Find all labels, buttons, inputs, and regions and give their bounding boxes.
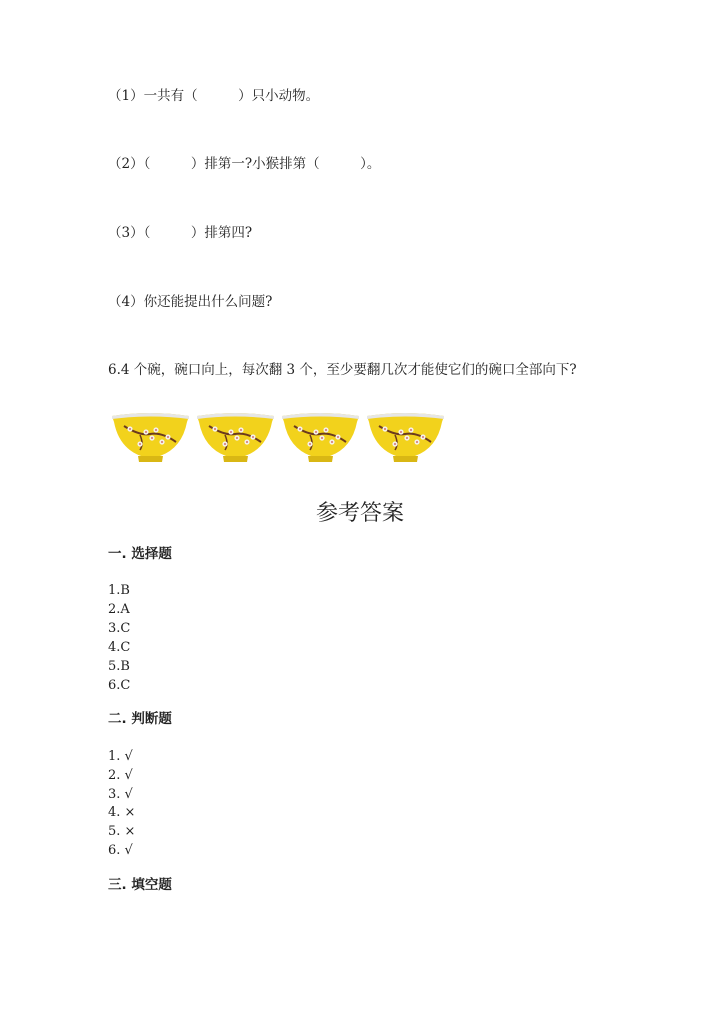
answer-item: 3. √	[108, 787, 133, 802]
question-1: （1）一共有（ ）只小动物。	[108, 88, 320, 104]
answer-item: 3.C	[108, 621, 131, 636]
answer-item: 6.C	[108, 678, 131, 693]
question-3: （3）（ ）排第四?	[108, 225, 253, 241]
bowl-image	[110, 408, 191, 464]
answer-item: 4.C	[108, 640, 131, 655]
bowl-image	[280, 408, 361, 464]
answer-item: 6. √	[108, 843, 133, 858]
answer-item: 5.B	[108, 659, 130, 674]
answer-item: 1. √	[108, 749, 133, 764]
answer-item: 2. √	[108, 768, 133, 783]
bowl-image	[365, 408, 446, 464]
section-heading-choice: 一. 选择题	[108, 546, 172, 562]
question-6: 6.4 个碗，碗口向上，每次翻 3 个，至少要翻几次才能使它们的碗口全部向下?	[108, 362, 577, 378]
answer-item: 1.B	[108, 583, 130, 598]
answer-item: 4. ×	[108, 805, 136, 820]
section-heading-fill: 三. 填空题	[108, 877, 172, 893]
bowl-image	[195, 408, 276, 464]
question-4: （4）你还能提出什么问题?	[108, 294, 273, 310]
answer-item: 5. ×	[108, 824, 136, 839]
bowls-image	[110, 408, 446, 464]
section-heading-judge: 二. 判断题	[108, 711, 172, 727]
answer-item: 2.A	[108, 602, 130, 617]
question-2: （2）（ ）排第一?小猴排第（ ）。	[108, 156, 381, 172]
answer-title: 参考答案	[315, 501, 404, 526]
